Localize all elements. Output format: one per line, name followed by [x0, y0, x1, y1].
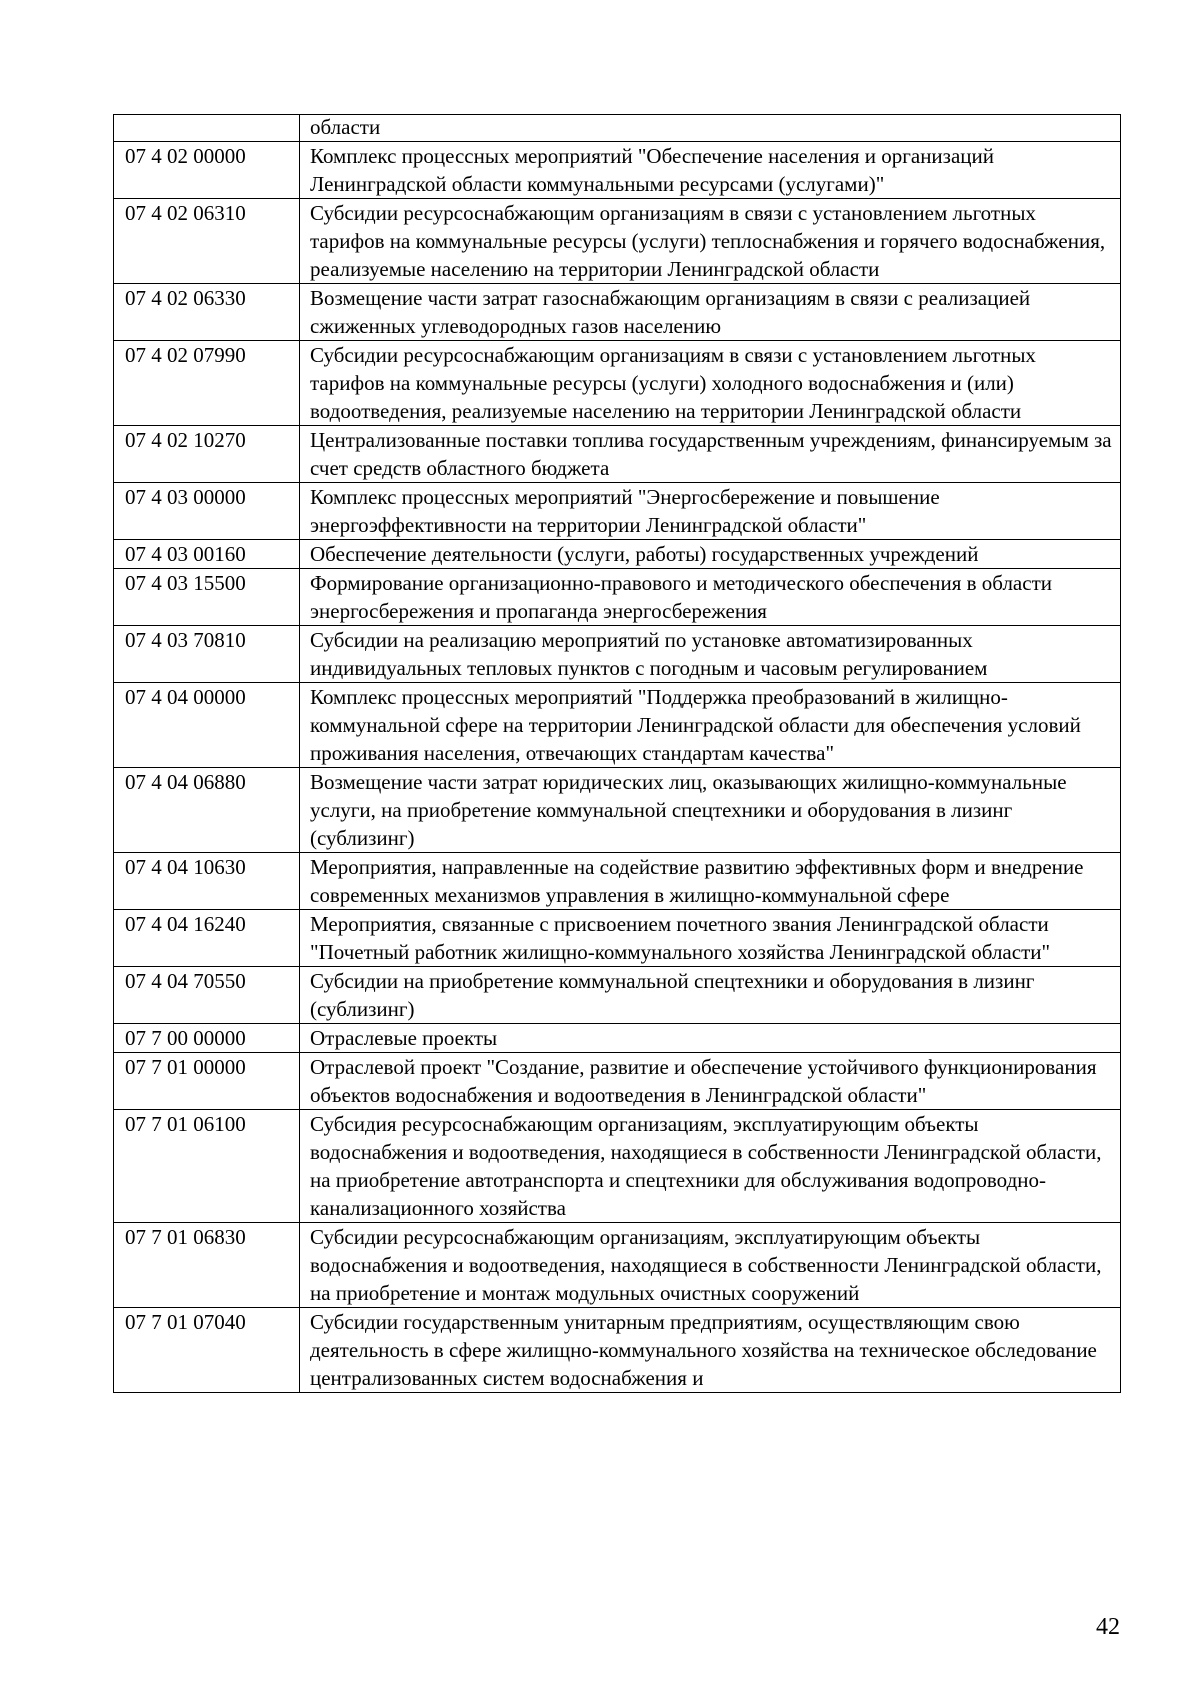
row-description: Возмещение части затрат газоснабжающим организациям в связи с реализацией сжиженных углеводородных газов населению [300, 284, 1121, 341]
row-code: 07 4 03 70810 [114, 626, 300, 683]
row-description: Возмещение части затрат юридических лиц, оказывающих жилищно-коммунальные услуги, на приобретение коммунальной спецтехники и оборудования в лизинг (сублизинг) [300, 768, 1121, 853]
table-row [114, 540, 1121, 569]
table-row [114, 910, 1121, 967]
row-code: 07 7 00 00000 [114, 1024, 300, 1053]
row-code: 07 4 02 07990 [114, 341, 300, 426]
row-code: 07 4 03 15500 [114, 569, 300, 626]
page-number: 42 [1096, 1614, 1120, 1640]
table-row [114, 1024, 1121, 1053]
row-description: Субсидии ресурсоснабжающим организациям в связи с установлением льготных тарифов на коммунальные ресурсы (услуги) теплоснабжения и горячего водоснабжения, реализуемые населению на территории Ленинградской области [300, 199, 1121, 284]
row-description: Субсидии на приобретение коммунальной спецтехники и оборудования в лизинг (сублизинг) [300, 967, 1121, 1024]
row-description: Субсидии государственным унитарным предприятиям, осуществляющим свою деятельность в сфере жилищно-коммунального хозяйства на техническое обследование централизованных систем водоснабжения и [300, 1308, 1121, 1393]
table-row [114, 284, 1121, 341]
table-row [114, 426, 1121, 483]
row-description: Комплекс процессных мероприятий "Обеспечение населения и организаций Ленинградской области коммунальными ресурсами (услугами)" [300, 142, 1121, 199]
table-body [114, 115, 1121, 1393]
row-code: 07 4 03 00000 [114, 483, 300, 540]
row-code: 07 7 01 07040 [114, 1308, 300, 1393]
table-row [114, 967, 1121, 1024]
row-description: Комплекс процессных мероприятий "Поддержка преобразований в жилищно-коммунальной сфере на территории Ленинградской области для обеспечения условий проживания населения, отвечающих стандартам качества" [300, 683, 1121, 768]
table-row [114, 1308, 1121, 1393]
table-row [114, 626, 1121, 683]
row-code: 07 4 02 06310 [114, 199, 300, 284]
table-row [114, 142, 1121, 199]
row-description: Обеспечение деятельности (услуги, работы) государственных учреждений [300, 540, 1121, 569]
row-description: Субсидии ресурсоснабжающим организациям, эксплуатирующим объекты водоснабжения и водоотведения, находящиеся в собственности Ленинградской области, на приобретение и монтаж модульных очистных сооружений [300, 1223, 1121, 1308]
table-row [114, 853, 1121, 910]
row-code: 07 4 02 10270 [114, 426, 300, 483]
table-row [114, 683, 1121, 768]
row-description: Мероприятия, связанные с присвоением почетного звания Ленинградской области "Почетный работник жилищно-коммунального хозяйства Ленинградской области" [300, 910, 1121, 967]
row-description: Централизованные поставки топлива государственным учреждениям, финансируемым за счет средств областного бюджета [300, 426, 1121, 483]
row-code: 07 4 03 00160 [114, 540, 300, 569]
row-code [114, 115, 300, 142]
table-row [114, 569, 1121, 626]
row-description: Отраслевой проект "Создание, развитие и обеспечение устойчивого функционирования объектов водоснабжения и водоотведения в Ленинградской области" [300, 1053, 1121, 1110]
row-code: 07 7 01 06830 [114, 1223, 300, 1308]
row-code: 07 4 04 10630 [114, 853, 300, 910]
row-description: Субсидии на реализацию мероприятий по установке автоматизированных индивидуальных тепловых пунктов с погодным и часовым регулированием [300, 626, 1121, 683]
table-row [114, 199, 1121, 284]
row-description: Субсидии ресурсоснабжающим организациям в связи с установлением льготных тарифов на коммунальные ресурсы (услуги) холодного водоснабжения и (или) водоотведения, реализуемые населению на территории Ленинградской области [300, 341, 1121, 426]
row-code: 07 4 02 06330 [114, 284, 300, 341]
row-description: Субсидия ресурсоснабжающим организациям, эксплуатирующим объекты водоснабжения и водоотведения, находящиеся в собственности Ленинградской области, на приобретение автотранспорта и спецтехники для обслуживания водопроводно-канализационного хозяйства [300, 1110, 1121, 1223]
row-code: 07 4 04 70550 [114, 967, 300, 1024]
row-description: Мероприятия, направленные на содействие развитию эффективных форм и внедрение современных механизмов управления в жилищно-коммунальной сфере [300, 853, 1121, 910]
row-code: 07 7 01 00000 [114, 1053, 300, 1110]
budget-classification-table [113, 114, 1121, 1393]
table-row [114, 1053, 1121, 1110]
row-description: Отраслевые проекты [300, 1024, 1121, 1053]
row-code: 07 4 04 06880 [114, 768, 300, 853]
table-row [114, 115, 1121, 142]
table-row [114, 768, 1121, 853]
row-description: Формирование организационно-правового и методического обеспечения в области энергосбережения и пропаганда энергосбережения [300, 569, 1121, 626]
table-row [114, 483, 1121, 540]
row-description: области [300, 115, 1121, 142]
row-description: Комплекс процессных мероприятий "Энергосбережение и повышение энергоэффективности на территории Ленинградской области" [300, 483, 1121, 540]
row-code: 07 4 04 00000 [114, 683, 300, 768]
row-code: 07 4 04 16240 [114, 910, 300, 967]
table-row [114, 1223, 1121, 1308]
row-code: 07 7 01 06100 [114, 1110, 300, 1223]
table-row [114, 1110, 1121, 1223]
row-code: 07 4 02 00000 [114, 142, 300, 199]
table-row [114, 341, 1121, 426]
